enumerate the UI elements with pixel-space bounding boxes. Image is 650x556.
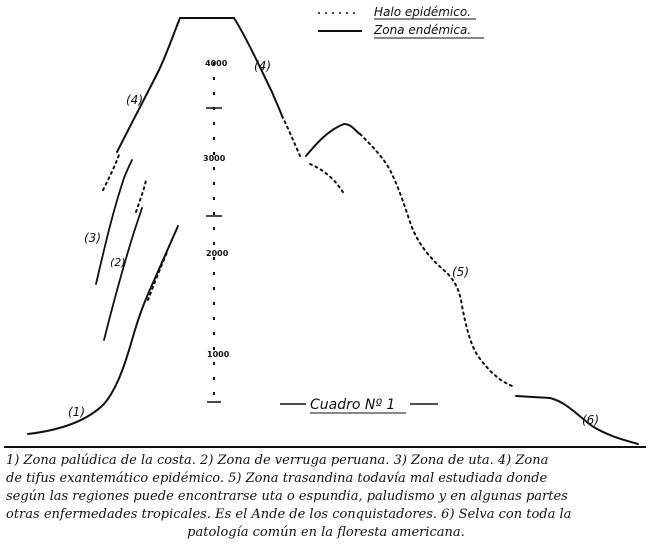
- zone-4-right-halo: [282, 116, 300, 156]
- legend: [318, 5, 484, 38]
- second-peak-line: [306, 124, 360, 156]
- label-zone-2: (2): [110, 256, 126, 269]
- zone-5-descent-halo: [360, 134, 512, 386]
- profile-epidemic: [103, 116, 512, 386]
- label-zone-6: (6): [582, 413, 599, 427]
- figure-title: Cuadro Nº 1: [310, 397, 396, 413]
- tick-label-2000: 2000: [206, 249, 229, 258]
- label-zone-4-left: (4): [126, 93, 143, 107]
- zone-5-halo: [310, 164, 344, 194]
- tick-label-4000: 4000: [205, 59, 228, 68]
- label-zone-5: (5): [452, 265, 469, 279]
- label-zone-3: (3): [84, 231, 101, 245]
- tick-label-3000: 3000: [203, 154, 226, 163]
- legend-epidemic-label: Halo epidémico.: [374, 5, 471, 19]
- zone-2-halo: [136, 180, 146, 212]
- caption-line-5: patología común en la floresta americana.: [187, 525, 465, 540]
- figure-title-group: [280, 397, 438, 413]
- label-zone-4-right: (4): [254, 59, 271, 73]
- caption-line-3: según las regiones puede encontrarse uta o espundia, paludismo y en algunas partes: [6, 489, 568, 504]
- zone-4-left-line: [117, 18, 180, 152]
- label-zone-1: (1): [68, 405, 85, 419]
- zone-6-line: [516, 396, 638, 444]
- caption-line-1: 1) Zona palúdica de la costa. 2) Zona de verruga peruana. 3) Zona de uta. 4) Zona: [6, 453, 549, 468]
- profile-endemic: [28, 18, 638, 444]
- caption-line-2: de tifus exantemático epidémico. 5) Zona trasandina todavía mal estudiada donde: [6, 471, 548, 486]
- zone-3-halo: [103, 152, 120, 190]
- legend-endemic-label: Zona endémica.: [374, 23, 472, 37]
- tick-label-1000: 1000: [207, 350, 230, 359]
- caption-line-4: otras enfermedades tropicales. Es el Ande de los conquistadores. 6) Selva con toda la: [6, 507, 572, 522]
- figure-caption: [6, 452, 646, 542]
